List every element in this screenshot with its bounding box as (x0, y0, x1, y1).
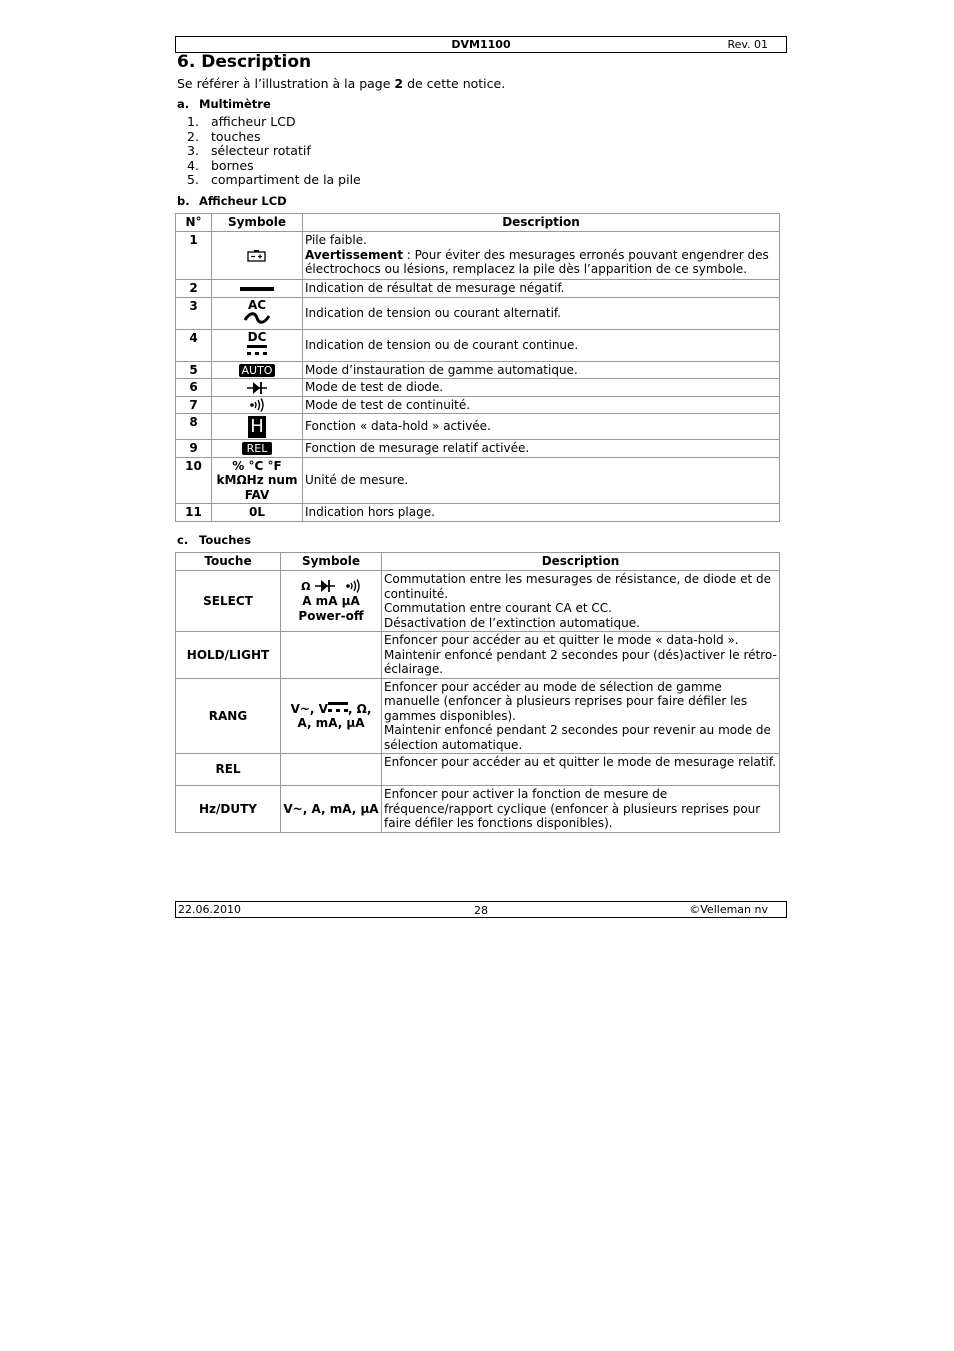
diode-icon (315, 579, 335, 593)
minus-sign-icon (212, 280, 303, 298)
rel-badge: REL (242, 442, 273, 455)
table-row: 8 H Fonction « data-hold » activée. (176, 414, 780, 440)
key-rel: REL (176, 754, 281, 786)
doc-name: DVM1100 (451, 38, 511, 51)
key-rang: RANG (176, 678, 281, 754)
hold-badge: H (248, 416, 266, 438)
list-item: 5. compartiment de la pile (187, 172, 361, 187)
table-row: 6 Mode de test de diode. (176, 379, 780, 397)
page-number: 28 (474, 904, 488, 917)
table-row: 9 REL Fonction de mesurage relatif activée. (176, 440, 780, 458)
table-row: Hz/DUTY V~, A, mA, µA Enfoncer pour activer la fonction de mesure de fréquence/rapport cyclique (enfoncer à plusieurs reprises pour faire défiler les fonctions disponibles). (176, 786, 780, 833)
dc-line-icon (328, 701, 348, 713)
table-row: 10 % °C °F kMΩHz num FAV Unité de mesure. (176, 457, 780, 504)
list-item: 1. afficheur LCD (187, 114, 296, 129)
list-item: 4. bornes (187, 157, 254, 173)
key-hold-light: HOLD/LIGHT (176, 632, 281, 679)
table-row: 3 AC Indication de tension ou courant alternatif. (176, 297, 780, 329)
keys-table (175, 552, 780, 833)
revision: Rev. 01 (727, 38, 768, 51)
footer-date: 22.06.2010 (178, 903, 241, 916)
key-select: SELECT (176, 571, 281, 632)
battery-icon (212, 232, 303, 280)
table-row: SELECT Ω A mA µA Power-off Commutation entre les mesurages de résistance, de diode et de continuité. Commutation entre courant CA et CC. Désactivation de l’extinction automatique. (176, 571, 780, 632)
list-item: 3. sélecteur rotatif (187, 143, 311, 158)
table-row: 5 AUTO Mode d’instauration de gamme automatique. (176, 361, 780, 379)
ac-wave-icon (243, 311, 271, 325)
continuity-icon (212, 396, 303, 414)
multimeter-list (187, 115, 361, 188)
continuity-icon (345, 579, 361, 593)
section-title: 6. Description (177, 52, 312, 72)
table-row: 11 0L Indication hors plage. (176, 504, 780, 522)
key-hz-duty: Hz/DUTY (176, 786, 281, 833)
table-header-row: Touche Symbole Description (176, 553, 780, 571)
subheading-multimeter: a. Multimètre (177, 97, 271, 111)
page-header (175, 36, 787, 53)
subheading-keys: c. Touches (177, 533, 252, 547)
page-footer (175, 901, 787, 918)
dc-line-icon (246, 343, 268, 357)
lcd-table (175, 213, 780, 522)
intro-text: Se référer à l’illustration à la page 2 de cette notice. (177, 76, 506, 91)
auto-badge: AUTO (239, 364, 276, 377)
table-row: 1 Pile faible. Avertissement : Pour éviter des mesurages erronés pouvant engendrer des électrochocs ou lésions, remplacez la pile dès l’apparition de ce symbole. (176, 232, 780, 280)
table-row: RANG V~, V , Ω, A, mA, µA Enfoncer pour accéder au mode de sélection de gamme manuelle (enfoncer à plusieurs reprises pour faire défiler les gammes disponibles). Maintenir enfoncé pendant 2 secondes pour revenir au mode de sélection automatique. (176, 678, 780, 754)
table-row: REL Enfoncer pour accéder au et quitter le mode de mesurage relatif. (176, 754, 780, 786)
copyright: ©Velleman nv (689, 903, 768, 916)
diode-icon (212, 379, 303, 397)
table-row: 7 Mode de test de continuité. (176, 396, 780, 414)
subheading-lcd: b. Afficheur LCD (177, 194, 287, 208)
table-row: 4 DC Indication de tension ou de courant continue. (176, 329, 780, 361)
table-row: HOLD/LIGHT Enfoncer pour accéder au et quitter le mode « data-hold ». Maintenir enfoncé pendant 2 secondes pour (dés)activer le rétro-éclairage. (176, 632, 780, 679)
table-row: 2 Indication de résultat de mesurage négatif. (176, 280, 780, 298)
table-header-row: N° Symbole Description (176, 214, 780, 232)
list-item: 2. touches (187, 128, 261, 144)
